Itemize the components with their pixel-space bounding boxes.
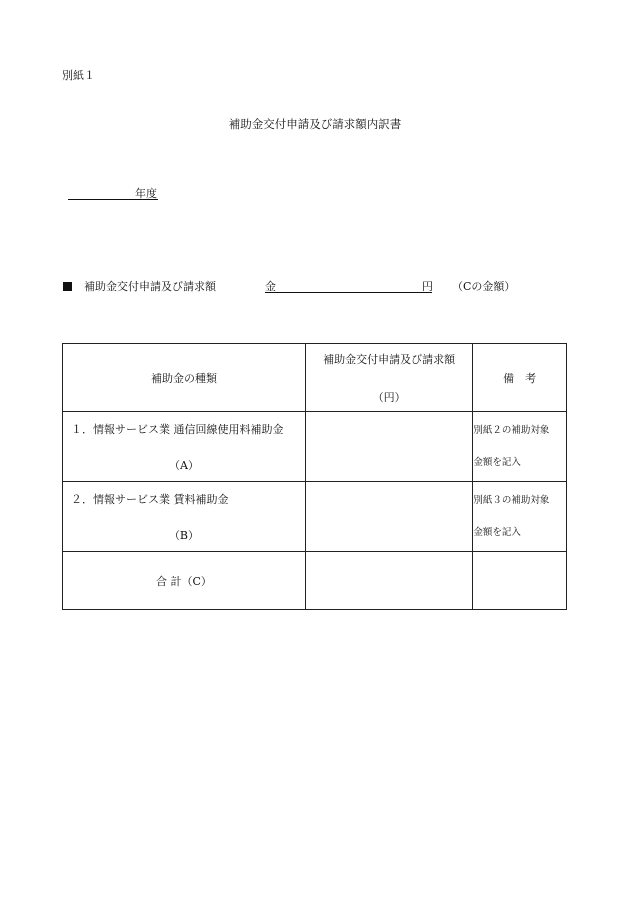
currency-unit: 円 [422, 280, 433, 293]
row-item-name: ２．情報サービス業 賃料補助金 [71, 492, 229, 506]
table-row [63, 482, 567, 552]
year-label: 年度 [135, 187, 157, 200]
subsidy-breakdown-table [62, 343, 567, 610]
table-total-row [63, 552, 567, 610]
row-remark-cell [473, 412, 567, 482]
row-remark-line1: 別紙２の補助対象 [473, 425, 550, 436]
header-type: 補助金の種類 [63, 344, 306, 412]
total-remark-cell [473, 552, 567, 610]
row-type-cell [63, 412, 306, 482]
row-item-code: （A） [169, 458, 199, 472]
currency-prefix: 金 [265, 280, 276, 293]
attachment-label: 別紙１ [62, 69, 95, 82]
row-remark-line2: 金額を記入 [473, 456, 521, 468]
row-item-name: １．情報サービス業 通信回線使用料補助金 [71, 422, 284, 436]
table-header-row [63, 344, 567, 412]
total-label: 合 計（C） [63, 552, 306, 610]
amount-line [63, 278, 216, 294]
row-item-code: （B） [168, 528, 200, 542]
row-remark-line2: 金額を記入 [473, 526, 521, 538]
amount-note: （Cの金額） [452, 280, 516, 293]
row-amount-cell[interactable] [305, 412, 472, 482]
square-bullet-icon [63, 282, 72, 291]
row-amount-cell[interactable] [305, 482, 472, 552]
document-title: 補助金交付申請及び請求額内訳書 [228, 117, 402, 131]
total-amount-cell[interactable] [305, 552, 472, 610]
amount-blank-line [265, 292, 432, 293]
header-amount-unit: （円） [372, 390, 406, 404]
header-amount-label: 補助金交付申請及び請求額 [323, 352, 456, 366]
row-remark-line1: 別紙３の補助対象 [473, 495, 550, 506]
table-row [63, 412, 567, 482]
row-type-cell [63, 482, 306, 552]
row-remark-cell [473, 482, 567, 552]
header-remarks: 備 考 [473, 344, 567, 412]
header-amount [305, 344, 472, 412]
amount-label: 補助金交付申請及び請求額 [84, 280, 216, 293]
